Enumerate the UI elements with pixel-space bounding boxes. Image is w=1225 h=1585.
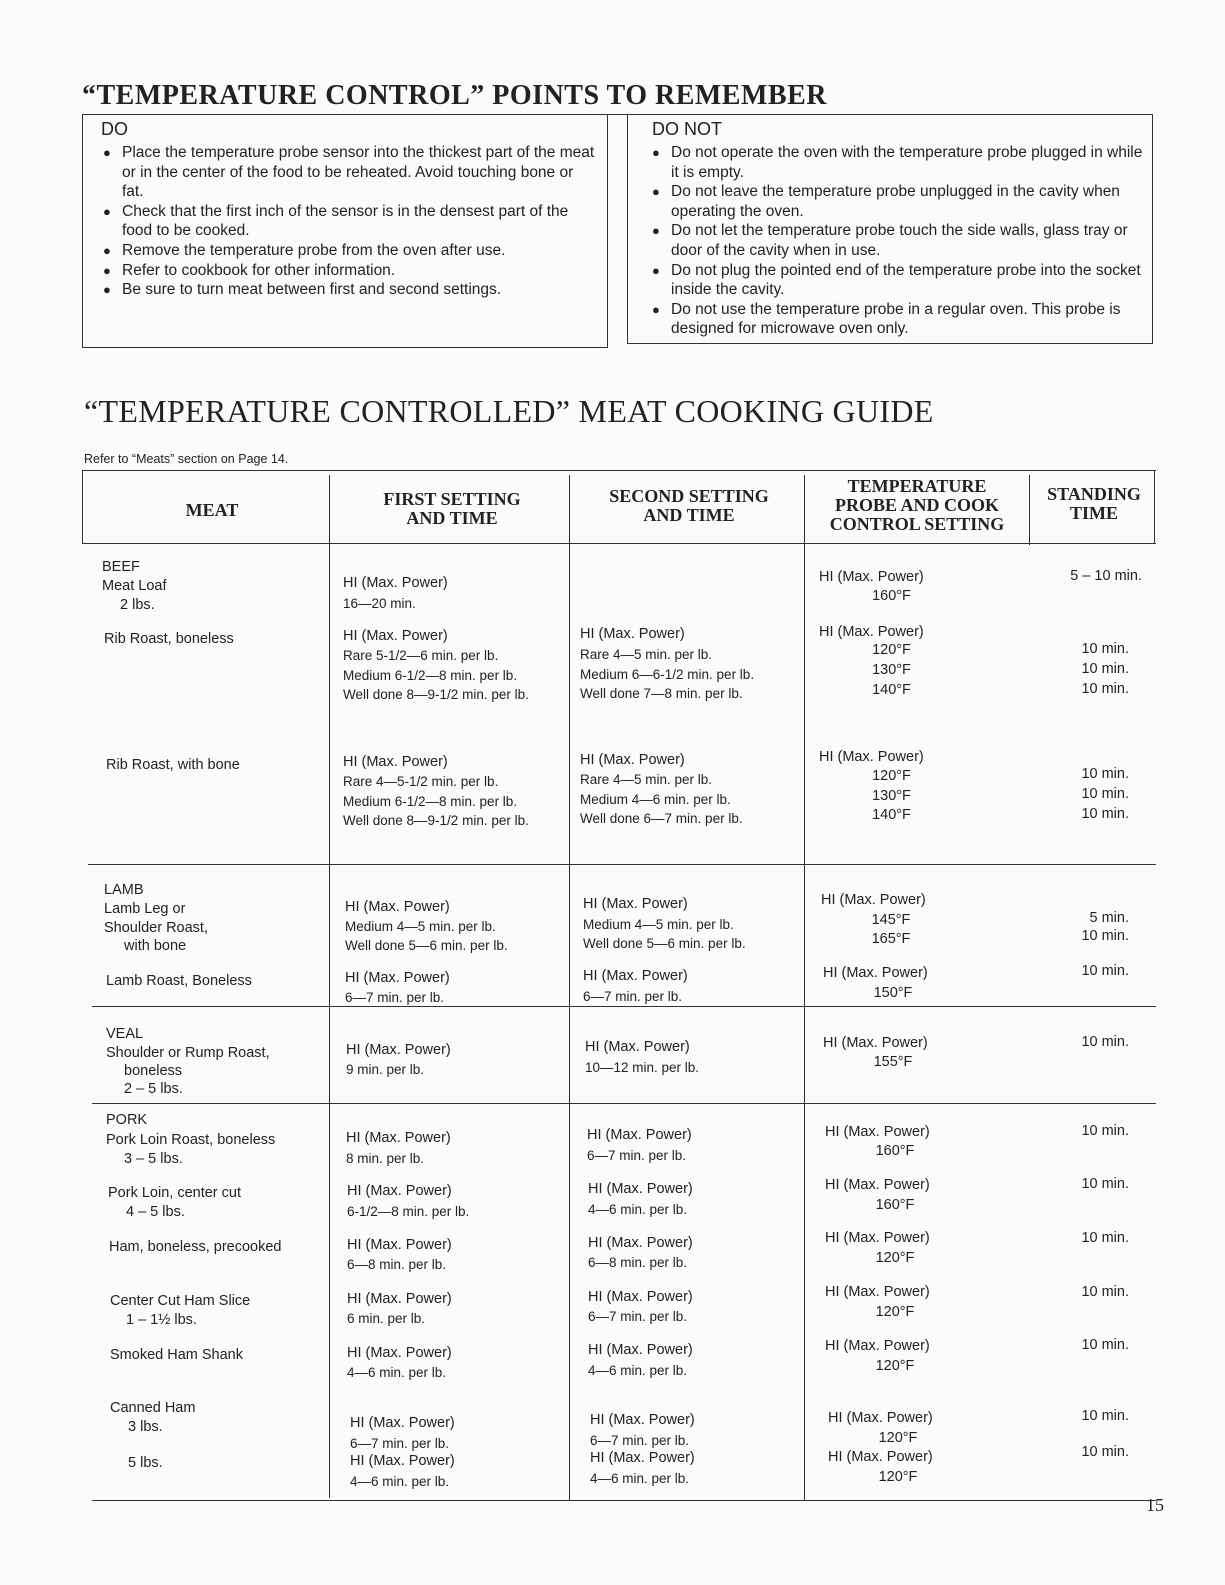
meat-name: boneless xyxy=(124,1063,183,1079)
standing-time: 10 min. xyxy=(1081,1034,1129,1050)
first-time: 6—7 min. per lb. xyxy=(345,990,445,1005)
probe-temp: 140°F xyxy=(872,807,911,823)
second-time: Rare 4—5 min. per lb. xyxy=(580,647,713,662)
do-item: ● Be sure to turn meat between first and second settings. xyxy=(103,281,502,299)
first-time: 9 min. per lb. xyxy=(346,1062,425,1077)
standing-time: 10 min. xyxy=(1081,766,1129,782)
first-setting: HI (Max. Power) xyxy=(346,1042,451,1058)
probe-temp: 165°F xyxy=(871,931,911,947)
probe-setting: HI (Max. Power) xyxy=(825,1284,930,1300)
meat-name: Lamb Leg or xyxy=(104,901,186,917)
bullet-icon: ● xyxy=(652,223,660,239)
second-setting: HI (Max. Power) xyxy=(588,1289,693,1305)
do-not-item: ● Do not leave the temperature probe unplugged in the cavity when operating the oven. xyxy=(652,183,1120,220)
first-time: Well done 8—9-1/2 min. per lb. xyxy=(343,813,529,828)
meat-weight: 3 – 5 lbs. xyxy=(124,1151,183,1167)
meat-weight: 2 lbs. xyxy=(120,597,155,613)
probe-temp: 120°F xyxy=(878,1469,918,1485)
first-time: Well done 5—6 min. per lb. xyxy=(345,938,508,953)
probe-temp: 150°F xyxy=(873,985,913,1001)
first-time: Rare 4—5-1/2 min. per lb. xyxy=(343,774,499,789)
meat-name: Smoked Ham Shank xyxy=(110,1347,243,1363)
probe-temp: 120°F xyxy=(875,1304,915,1320)
probe-setting: HI (Max. Power) xyxy=(823,965,928,981)
probe-setting: HI (Max. Power) xyxy=(819,624,924,640)
meat-name: Shoulder or Rump Roast, xyxy=(106,1045,270,1061)
category-lamb: LAMB xyxy=(104,882,144,898)
standing-time: 10 min. xyxy=(1081,1337,1129,1353)
category-beef: BEEF xyxy=(102,559,140,575)
meat-name: Pork Loin Roast, boneless xyxy=(106,1132,276,1148)
first-time: 6 min. per lb. xyxy=(347,1311,426,1326)
meat-name: Rib Roast, boneless xyxy=(104,631,234,647)
reference-note: Refer to “Meats” section on Page 14. xyxy=(84,452,289,466)
second-setting: HI (Max. Power) xyxy=(583,968,688,984)
bullet-icon: ● xyxy=(652,301,660,317)
second-setting: HI (Max. Power) xyxy=(580,752,685,768)
second-time: Medium 6—6-1/2 min. per lb. xyxy=(580,667,755,682)
standing-time: 10 min. xyxy=(1081,1230,1129,1246)
standing-time: 10 min. xyxy=(1081,1176,1129,1192)
first-time: 8 min. per lb. xyxy=(346,1151,425,1166)
probe-setting: HI (Max. Power) xyxy=(825,1230,930,1246)
meat-name: with bone xyxy=(124,938,187,954)
second-setting: HI (Max. Power) xyxy=(588,1342,693,1358)
row-divider xyxy=(88,864,1156,865)
standing-time: 10 min. xyxy=(1081,1284,1129,1300)
header-probe-setting: TEMPERATURE PROBE AND COOK CONTROL SETTING xyxy=(829,476,1005,534)
first-setting: HI (Max. Power) xyxy=(350,1415,455,1431)
column-divider xyxy=(804,475,805,1500)
probe-temp: 120°F xyxy=(872,768,911,784)
second-setting: HI (Max. Power) xyxy=(590,1450,695,1466)
second-time: Rare 4—5 min. per lb. xyxy=(580,772,713,787)
meat-name: Center Cut Ham Slice xyxy=(110,1293,251,1309)
header-first-setting: FIRST SETTING AND TIME xyxy=(383,489,521,528)
second-setting: HI (Max. Power) xyxy=(580,626,685,642)
column-divider xyxy=(569,475,570,1500)
first-setting: HI (Max. Power) xyxy=(346,1130,451,1146)
first-time: 6-1/2—8 min. per lb. xyxy=(347,1204,470,1219)
header-standing-time: STANDING TIME xyxy=(1047,484,1141,523)
probe-setting: HI (Max. Power) xyxy=(819,749,924,765)
first-setting: HI (Max. Power) xyxy=(347,1237,452,1253)
do-not-list xyxy=(650,143,1146,339)
standing-time: 10 min. xyxy=(1081,786,1129,802)
bullet-icon: ● xyxy=(103,203,111,219)
probe-temp: 145°F xyxy=(871,912,911,928)
second-setting: HI (Max. Power) xyxy=(588,1235,693,1251)
column-divider xyxy=(1029,475,1030,545)
probe-temp: 120°F xyxy=(878,1430,918,1446)
do-not-heading: DO NOT xyxy=(652,119,722,139)
do-list xyxy=(101,143,597,300)
do-item: ● Check that the first inch of the sensor is in the densest part of the food to be cooked. xyxy=(103,202,569,240)
do-not-item: ● Do not use the temperature probe in a regular oven. This probe is designed for microwave oven only. xyxy=(652,300,1121,338)
first-setting: HI (Max. Power) xyxy=(345,899,450,915)
guide-title: “TEMPERATURE CONTROLLED” MEAT COOKING GUIDE xyxy=(84,393,934,429)
first-setting: HI (Max. Power) xyxy=(347,1291,452,1307)
meat-name: Canned Ham xyxy=(110,1400,196,1416)
bullet-icon: ● xyxy=(103,145,111,160)
second-time: 4—6 min. per lb. xyxy=(588,1363,688,1378)
header-bottom-rule xyxy=(82,543,1156,544)
standing-time: 10 min. xyxy=(1081,681,1129,697)
cooking-guide-table xyxy=(82,470,1156,1502)
meat-weight: 4 – 5 lbs. xyxy=(126,1204,185,1220)
probe-temp: 130°F xyxy=(872,662,911,678)
first-setting: HI (Max. Power) xyxy=(343,575,448,591)
do-item: ● Remove the temperature probe from the oven after use. xyxy=(103,241,506,259)
meat-name: Pork Loin, center cut xyxy=(108,1185,241,1201)
second-time: 4—6 min. per lb. xyxy=(588,1202,688,1217)
meat-weight: 2 – 5 lbs. xyxy=(124,1081,183,1097)
first-time: 6—8 min. per lb. xyxy=(347,1257,447,1272)
page-number: 15 xyxy=(1146,1495,1164,1515)
standing-time: 10 min. xyxy=(1081,1408,1129,1424)
header-meat: MEAT xyxy=(185,500,239,520)
probe-setting: HI (Max. Power) xyxy=(821,892,926,908)
probe-temp: 130°F xyxy=(872,788,911,804)
bullet-icon: ● xyxy=(103,262,111,278)
standing-time: 5 min. xyxy=(1089,910,1129,926)
table-left-border xyxy=(82,470,83,544)
meat-weight: 1 – 1½ lbs. xyxy=(126,1312,197,1328)
standing-time: 10 min. xyxy=(1081,963,1129,979)
first-time: Well done 8—9-1/2 min. per lb. xyxy=(343,687,529,702)
standing-time: 10 min. xyxy=(1081,661,1129,677)
first-time: 4—6 min. per lb. xyxy=(350,1474,450,1489)
second-setting: HI (Max. Power) xyxy=(585,1039,690,1055)
probe-setting: HI (Max. Power) xyxy=(819,569,924,585)
column-divider xyxy=(329,475,330,1498)
standing-time: 10 min. xyxy=(1081,1444,1129,1460)
second-time: Well done 7—8 min. per lb. xyxy=(580,686,743,701)
do-not-item: ● Do not operate the oven with the temperature probe plugged in while it is empty. xyxy=(652,144,1143,181)
first-setting: HI (Max. Power) xyxy=(343,754,448,770)
second-setting: HI (Max. Power) xyxy=(587,1127,692,1143)
probe-temp: 120°F xyxy=(875,1250,915,1266)
first-setting: HI (Max. Power) xyxy=(350,1453,455,1469)
probe-temp: 140°F xyxy=(872,682,911,698)
standing-time: 10 min. xyxy=(1081,928,1129,944)
probe-setting: HI (Max. Power) xyxy=(828,1410,933,1426)
probe-temp: 160°F xyxy=(872,588,911,604)
do-box xyxy=(82,114,608,348)
probe-temp: 160°F xyxy=(875,1143,915,1159)
row-divider xyxy=(92,1103,1156,1104)
second-setting: HI (Max. Power) xyxy=(590,1412,695,1428)
second-setting: HI (Max. Power) xyxy=(583,896,688,912)
points-title: “TEMPERATURE CONTROL” POINTS TO REMEMBER xyxy=(82,80,827,111)
second-time: Well done 5—6 min. per lb. xyxy=(583,936,746,951)
meat-name: Rib Roast, with bone xyxy=(106,757,240,773)
bullet-icon: ● xyxy=(652,184,660,200)
probe-setting: HI (Max. Power) xyxy=(828,1449,933,1465)
probe-setting: HI (Max. Power) xyxy=(825,1338,930,1354)
second-setting: HI (Max. Power) xyxy=(588,1181,693,1197)
standing-time: 10 min. xyxy=(1081,641,1129,657)
first-time: Medium 6-1/2—8 min. per lb. xyxy=(343,668,518,683)
meat-weight: 5 lbs. xyxy=(128,1455,163,1471)
do-heading: DO xyxy=(101,119,128,139)
category-veal: VEAL xyxy=(106,1026,144,1042)
do-not-item: ● Do not let the temperature probe touch the side walls, glass tray or door of the cavity when in use. xyxy=(652,222,1128,259)
second-time: Medium 4—6 min. per lb. xyxy=(580,792,731,807)
second-time: Medium 4—5 min. per lb. xyxy=(583,917,734,932)
second-time: 6—7 min. per lb. xyxy=(583,989,683,1004)
bullet-icon: ● xyxy=(103,282,111,298)
bullet-icon: ● xyxy=(652,262,660,278)
standing-time: 10 min. xyxy=(1081,806,1129,822)
first-time: Medium 4—5 min. per lb. xyxy=(345,919,496,934)
table-bottom-rule xyxy=(92,1500,1156,1501)
do-not-box xyxy=(627,114,1153,344)
second-time: 6—8 min. per lb. xyxy=(588,1255,688,1270)
meat-name: Ham, boneless, precooked xyxy=(109,1239,282,1255)
standing-time: 5 – 10 min. xyxy=(1070,568,1142,584)
category-pork: PORK xyxy=(106,1112,148,1128)
probe-setting: HI (Max. Power) xyxy=(825,1124,930,1140)
meat-name: Shoulder Roast, xyxy=(104,920,208,936)
meat-name: Lamb Roast, Boneless xyxy=(106,973,252,989)
probe-setting: HI (Max. Power) xyxy=(825,1177,930,1193)
header-second-setting: SECOND SETTING AND TIME xyxy=(609,486,769,525)
first-time: 4—6 min. per lb. xyxy=(347,1365,447,1380)
first-setting: HI (Max. Power) xyxy=(347,1183,452,1199)
bullet-icon: ● xyxy=(652,145,660,160)
do-item: ● Place the temperature probe sensor into the thickest part of the meat or in the center of the food to be reheated. Avoid touching bone or fat. xyxy=(103,144,595,201)
probe-temp: 120°F xyxy=(872,642,911,658)
probe-temp: 120°F xyxy=(875,1358,915,1374)
first-setting: HI (Max. Power) xyxy=(343,628,448,644)
first-time: Medium 6-1/2—8 min. per lb. xyxy=(343,794,518,809)
second-time: 10—12 min. per lb. xyxy=(585,1060,700,1075)
meat-weight: 3 lbs. xyxy=(128,1419,163,1435)
second-time: 6—7 min. per lb. xyxy=(590,1433,690,1448)
standing-time: 10 min. xyxy=(1081,1123,1129,1139)
first-setting: HI (Max. Power) xyxy=(347,1345,452,1361)
second-time: 4—6 min. per lb. xyxy=(590,1471,690,1486)
probe-setting: HI (Max. Power) xyxy=(823,1035,928,1051)
probe-temp: 160°F xyxy=(875,1197,915,1213)
first-time: Rare 5-1/2—6 min. per lb. xyxy=(343,648,499,663)
first-time: 6—7 min. per lb. xyxy=(350,1436,450,1451)
first-setting: HI (Max. Power) xyxy=(345,970,450,986)
second-time: 6—7 min. per lb. xyxy=(588,1309,688,1324)
meat-name: Meat Loaf xyxy=(102,578,167,594)
do-item: ● Refer to cookbook for other information. xyxy=(103,261,396,279)
first-time: 16—20 min. xyxy=(343,596,416,611)
bullet-icon: ● xyxy=(103,242,111,258)
second-time: 6—7 min. per lb. xyxy=(587,1148,687,1163)
second-time: Well done 6—7 min. per lb. xyxy=(580,811,743,826)
probe-temp: 155°F xyxy=(873,1054,913,1070)
do-not-item: ● Do not plug the pointed end of the temperature probe into the socket inside the cavity. xyxy=(652,261,1141,299)
table-top-rule xyxy=(82,470,1156,471)
